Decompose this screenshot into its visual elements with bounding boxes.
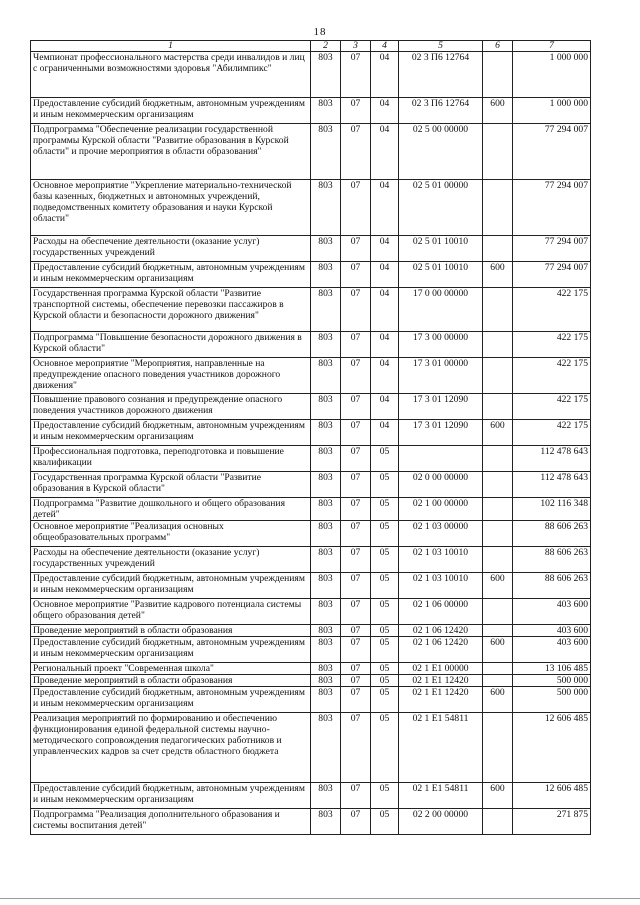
row-subsection-code: 05: [371, 625, 399, 637]
row-expense-type: 600: [483, 573, 513, 599]
row-target-article: 02 1 E1 12420: [399, 675, 483, 687]
row-description: Предоставление субсидий бюджетным, автономным учреждениям и иным некоммерческим организациям: [31, 783, 311, 809]
row-expense-type: [483, 332, 513, 358]
row-target-article: 02 5 01 10010: [399, 262, 483, 288]
row-target-article: 02 1 00 00000: [399, 498, 483, 521]
row-amount: 112 478 643: [513, 446, 591, 472]
row-target-article: 17 3 01 12090: [399, 420, 483, 446]
row-expense-type: [483, 236, 513, 262]
row-ministry-code: 803: [311, 394, 341, 420]
row-subsection-code: 05: [371, 498, 399, 521]
table-row: [31, 547, 591, 573]
row-section-code: 07: [341, 521, 371, 547]
row-target-article: 02 1 E1 00000: [399, 663, 483, 675]
table-row: [31, 573, 591, 599]
row-expense-type: [483, 446, 513, 472]
row-description: Предоставление субсидий бюджетным, автономным учреждениям и иным некоммерческим организациям: [31, 420, 311, 446]
page-number: 18: [313, 26, 327, 38]
row-section-code: 07: [341, 472, 371, 498]
row-target-article: 02 1 E1 12420: [399, 687, 483, 713]
row-target-article: 02 5 00 00000: [399, 124, 483, 180]
row-ministry-code: 803: [311, 783, 341, 809]
row-section-code: 07: [341, 498, 371, 521]
row-amount: 1 000 000: [513, 52, 591, 98]
row-ministry-code: 803: [311, 180, 341, 236]
table-row: [31, 625, 591, 637]
row-section-code: 07: [341, 573, 371, 599]
row-target-article: 02 0 00 00000: [399, 472, 483, 498]
row-amount: 77 294 007: [513, 236, 591, 262]
row-expense-type: [483, 625, 513, 637]
table-row: [31, 472, 591, 498]
table-body: [31, 52, 591, 835]
row-ministry-code: 803: [311, 420, 341, 446]
row-subsection-code: 05: [371, 573, 399, 599]
row-expense-type: 600: [483, 783, 513, 809]
row-expense-type: [483, 599, 513, 625]
row-subsection-code: 04: [371, 180, 399, 236]
row-expense-type: [483, 394, 513, 420]
table-row: [31, 332, 591, 358]
row-expense-type: [483, 663, 513, 675]
row-ministry-code: 803: [311, 332, 341, 358]
table-row: [31, 498, 591, 521]
table-row: [31, 180, 591, 236]
row-section-code: 07: [341, 599, 371, 625]
row-amount: 77 294 007: [513, 180, 591, 236]
row-section-code: 07: [341, 809, 371, 835]
row-ministry-code: 803: [311, 446, 341, 472]
table-row: [31, 446, 591, 472]
row-description: Основное мероприятие "Реализация основных общеобразовательных программ": [31, 521, 311, 547]
row-amount: 88 606 263: [513, 521, 591, 547]
row-description: Основное мероприятие "Развитие кадрового потенциала системы общего образования детей": [31, 599, 311, 625]
row-amount: 12 606 485: [513, 713, 591, 783]
row-section-code: 07: [341, 687, 371, 713]
row-description: Государственная программа Курской области "Развитие образования в Курской области": [31, 472, 311, 498]
row-description: Подпрограмма "Обеспечение реализации государственной программы Курской области "Развитие образования в Курской области" и прочие мероприятия в области образования": [31, 124, 311, 180]
row-expense-type: 600: [483, 687, 513, 713]
budget-table: [30, 40, 591, 835]
row-expense-type: [483, 180, 513, 236]
row-amount: 403 600: [513, 625, 591, 637]
row-section-code: 07: [341, 358, 371, 394]
row-amount: 422 175: [513, 394, 591, 420]
row-description: Предоставление субсидий бюджетным, автономным учреждениям и иным некоммерческим организациям: [31, 637, 311, 663]
row-amount: 422 175: [513, 420, 591, 446]
row-subsection-code: 04: [371, 236, 399, 262]
table-row: [31, 52, 591, 98]
row-description: Проведение мероприятий в области образования: [31, 675, 311, 687]
row-description: Предоставление субсидий бюджетным, автономным учреждениям и иным некоммерческим организациям: [31, 573, 311, 599]
row-expense-type: [483, 52, 513, 98]
row-amount: 403 600: [513, 637, 591, 663]
row-expense-type: [483, 547, 513, 573]
row-description: Основное мероприятие "Мероприятия, направленные на предупреждение опасного поведения участников дорожного движения": [31, 358, 311, 394]
row-amount: 12 606 485: [513, 783, 591, 809]
row-amount: 77 294 007: [513, 124, 591, 180]
row-section-code: 07: [341, 262, 371, 288]
table-row: [31, 663, 591, 675]
row-description: Профессиональная подготовка, переподготовка и повышение квалификации: [31, 446, 311, 472]
column-header: 7: [513, 41, 591, 52]
row-target-article: 02 1 06 12420: [399, 625, 483, 637]
row-subsection-code: 04: [371, 98, 399, 124]
row-ministry-code: 803: [311, 262, 341, 288]
row-ministry-code: 803: [311, 573, 341, 599]
row-description: Подпрограмма "Повышение безопасности дорожного движения в Курской области": [31, 332, 311, 358]
row-description: Чемпионат профессионального мастерства среди инвалидов и лиц с ограниченными возможностями здоровья "Абилимпикс": [31, 52, 311, 98]
row-subsection-code: 05: [371, 446, 399, 472]
row-description: Расходы на обеспечение деятельности (оказание услуг) государственных учреждений: [31, 236, 311, 262]
row-subsection-code: 04: [371, 288, 399, 332]
row-target-article: 17 3 00 00000: [399, 332, 483, 358]
row-ministry-code: 803: [311, 124, 341, 180]
table-row: [31, 358, 591, 394]
row-target-article: 02 1 03 10010: [399, 547, 483, 573]
row-amount: 422 175: [513, 358, 591, 394]
row-section-code: 07: [341, 637, 371, 663]
row-target-article: 02 3 П6 12764: [399, 98, 483, 124]
row-target-article: 02 1 06 12420: [399, 637, 483, 663]
row-subsection-code: 05: [371, 713, 399, 783]
table-row: [31, 420, 591, 446]
row-expense-type: 600: [483, 98, 513, 124]
row-ministry-code: 803: [311, 637, 341, 663]
row-amount: 422 175: [513, 332, 591, 358]
row-subsection-code: 04: [371, 124, 399, 180]
row-subsection-code: 04: [371, 358, 399, 394]
row-ministry-code: 803: [311, 52, 341, 98]
row-subsection-code: 05: [371, 783, 399, 809]
row-ministry-code: 803: [311, 358, 341, 394]
row-description: Основное мероприятие "Укрепление материально-технической базы казенных, бюджетных и автономных учреждений, подведомственных комитету образования и науки Курской области": [31, 180, 311, 236]
row-subsection-code: 05: [371, 637, 399, 663]
row-description: Предоставление субсидий бюджетным, автономным учреждениям и иным некоммерческим организациям: [31, 687, 311, 713]
row-subsection-code: 04: [371, 394, 399, 420]
row-ministry-code: 803: [311, 521, 341, 547]
row-expense-type: 600: [483, 420, 513, 446]
row-amount: 88 606 263: [513, 573, 591, 599]
row-ministry-code: 803: [311, 809, 341, 835]
row-subsection-code: 04: [371, 262, 399, 288]
row-target-article: 17 3 01 12090: [399, 394, 483, 420]
row-amount: 271 875: [513, 809, 591, 835]
row-description: Предоставление субсидий бюджетным, автономным учреждениям и иным некоммерческим организациям: [31, 262, 311, 288]
row-expense-type: [483, 358, 513, 394]
row-ministry-code: 803: [311, 599, 341, 625]
column-header: 4: [371, 41, 399, 52]
table-row: [31, 783, 591, 809]
row-ministry-code: 803: [311, 625, 341, 637]
column-header: 2: [311, 41, 341, 52]
table-row: [31, 288, 591, 332]
row-subsection-code: 04: [371, 420, 399, 446]
row-description: Подпрограмма "Развитие дошкольного и общего образования детей": [31, 498, 311, 521]
row-ministry-code: 803: [311, 547, 341, 573]
row-section-code: 07: [341, 713, 371, 783]
row-section-code: 07: [341, 52, 371, 98]
row-section-code: 07: [341, 547, 371, 573]
row-subsection-code: 05: [371, 521, 399, 547]
row-section-code: 07: [341, 394, 371, 420]
row-expense-type: [483, 124, 513, 180]
table-header-row: [31, 41, 591, 52]
row-target-article: 02 1 06 00000: [399, 599, 483, 625]
table-row: [31, 809, 591, 835]
row-target-article: 02 1 E1 54811: [399, 713, 483, 783]
row-subsection-code: 04: [371, 52, 399, 98]
page-bottom-edge: [0, 898, 640, 899]
row-target-article: [399, 446, 483, 472]
table-row: [31, 236, 591, 262]
row-section-code: 07: [341, 288, 371, 332]
table-row: [31, 521, 591, 547]
row-target-article: 02 1 03 10010: [399, 573, 483, 599]
row-section-code: 07: [341, 236, 371, 262]
row-target-article: 02 2 00 00000: [399, 809, 483, 835]
table-row: [31, 98, 591, 124]
row-section-code: 07: [341, 625, 371, 637]
row-description: Повышение правового сознания и предупреждение опасного поведения участников дорожного движения: [31, 394, 311, 420]
row-subsection-code: 05: [371, 547, 399, 573]
row-expense-type: [483, 498, 513, 521]
row-section-code: 07: [341, 446, 371, 472]
row-amount: 500 000: [513, 687, 591, 713]
row-amount: 77 294 007: [513, 262, 591, 288]
row-subsection-code: 05: [371, 809, 399, 835]
table-row: [31, 675, 591, 687]
row-amount: 13 106 485: [513, 663, 591, 675]
row-description: Реализация мероприятий по формированию и обеспечению функционирования единой федеральной системы научно-методического сопровождения педагогических работников и управленческих кадров за счет средств областного бюджета: [31, 713, 311, 783]
row-ministry-code: 803: [311, 687, 341, 713]
row-expense-type: 600: [483, 262, 513, 288]
column-header: 5: [399, 41, 483, 52]
table-row: [31, 687, 591, 713]
row-description: Государственная программа Курской области "Развитие транспортной системы, обеспечение перевозки пассажиров в Курской области и безопасности дорожного движения": [31, 288, 311, 332]
row-target-article: 02 3 П6 12764: [399, 52, 483, 98]
row-section-code: 07: [341, 675, 371, 687]
row-description: Предоставление субсидий бюджетным, автономным учреждениям и иным некоммерческим организациям: [31, 98, 311, 124]
row-description: Проведение мероприятий в области образования: [31, 625, 311, 637]
row-target-article: 02 5 01 10010: [399, 236, 483, 262]
row-subsection-code: 04: [371, 332, 399, 358]
row-expense-type: [483, 288, 513, 332]
table-row: [31, 394, 591, 420]
row-ministry-code: 803: [311, 98, 341, 124]
row-subsection-code: 05: [371, 663, 399, 675]
row-expense-type: [483, 521, 513, 547]
row-amount: 403 600: [513, 599, 591, 625]
table-row: [31, 713, 591, 783]
row-amount: 112 478 643: [513, 472, 591, 498]
row-section-code: 07: [341, 124, 371, 180]
row-section-code: 07: [341, 332, 371, 358]
row-expense-type: [483, 675, 513, 687]
table-row: [31, 637, 591, 663]
row-subsection-code: 05: [371, 687, 399, 713]
table-row: [31, 599, 591, 625]
row-ministry-code: 803: [311, 663, 341, 675]
row-amount: 1 000 000: [513, 98, 591, 124]
row-amount: 422 175: [513, 288, 591, 332]
row-amount: 88 606 263: [513, 547, 591, 573]
row-ministry-code: 803: [311, 288, 341, 332]
column-header: 3: [341, 41, 371, 52]
row-ministry-code: 803: [311, 498, 341, 521]
row-ministry-code: 803: [311, 675, 341, 687]
row-ministry-code: 803: [311, 236, 341, 262]
row-target-article: 02 5 01 00000: [399, 180, 483, 236]
table-row: [31, 124, 591, 180]
row-section-code: 07: [341, 783, 371, 809]
row-section-code: 07: [341, 98, 371, 124]
row-description: Подпрограмма "Реализация дополнительного образования и системы воспитания детей": [31, 809, 311, 835]
row-target-article: 02 1 E1 54811: [399, 783, 483, 809]
row-target-article: 02 1 03 00000: [399, 521, 483, 547]
column-header: 1: [31, 41, 311, 52]
row-ministry-code: 803: [311, 713, 341, 783]
row-target-article: 17 3 01 00000: [399, 358, 483, 394]
row-description: Региональный проект "Современная школа": [31, 663, 311, 675]
row-target-article: 17 0 00 00000: [399, 288, 483, 332]
row-expense-type: [483, 713, 513, 783]
table-row: [31, 262, 591, 288]
column-header: 6: [483, 41, 513, 52]
row-subsection-code: 05: [371, 599, 399, 625]
row-description: Расходы на обеспечение деятельности (оказание услуг) государственных учреждений: [31, 547, 311, 573]
row-ministry-code: 803: [311, 472, 341, 498]
row-section-code: 07: [341, 420, 371, 446]
row-subsection-code: 05: [371, 675, 399, 687]
row-section-code: 07: [341, 180, 371, 236]
row-expense-type: 600: [483, 637, 513, 663]
row-expense-type: [483, 472, 513, 498]
row-amount: 102 116 348: [513, 498, 591, 521]
row-amount: 500 000: [513, 675, 591, 687]
row-expense-type: [483, 809, 513, 835]
row-subsection-code: 05: [371, 472, 399, 498]
row-section-code: 07: [341, 663, 371, 675]
